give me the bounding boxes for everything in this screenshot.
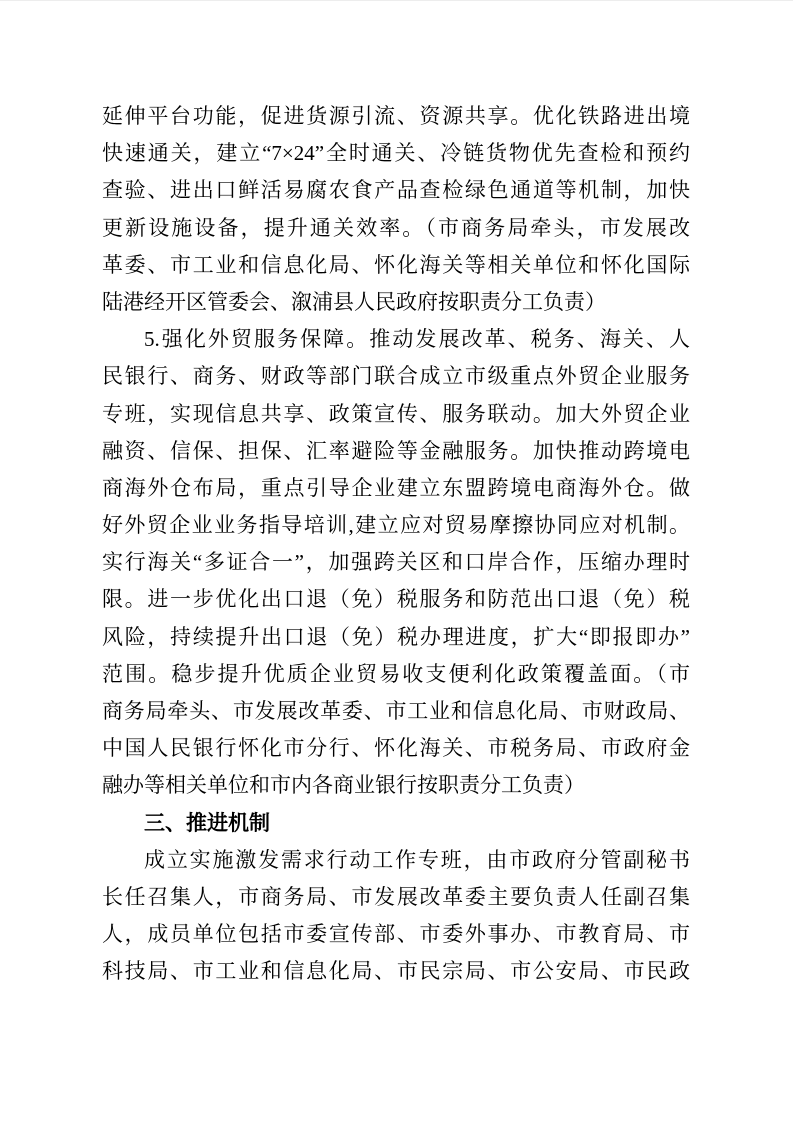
text-line: 商海外仓布局，重点引导企业建立东盟跨境电商海外仓。做	[102, 475, 690, 500]
text-line: 融办等相关单位和市内各商业银行按职责分工负责）	[102, 773, 585, 798]
text-line: 人，成员单位包括市委宣传部、市委外事办、市教育局、市	[102, 922, 690, 947]
text-line: 中国人民银行怀化市分行、怀化海关、市税务局、市政府金	[102, 736, 690, 761]
text-line: 好外贸企业业务指导培训,建立应对贸易摩擦协同应对机制。	[102, 513, 690, 538]
text-line: 风险，持续提升出口退（免）税办理进度，扩大“即报即办”	[102, 624, 690, 649]
text-line: 查验、进出口鲜活易腐农食产品查检绿色通道等机制，加快	[102, 178, 690, 203]
text-line: 民银行、商务、财政等部门联合成立市级重点外贸企业服务	[102, 364, 690, 389]
text-line: 延伸平台功能，促进货源引流、资源共享。优化铁路进出境	[102, 104, 690, 128]
text-line: 科技局、市工业和信息化局、市民宗局、市公安局、市民政	[102, 959, 690, 984]
section-heading: 三、推进机制	[144, 811, 270, 835]
text-line: 长任召集人，市商务局、市发展改革委主要负责人任副召集	[102, 884, 690, 909]
text-line: 更新设施设备，提升通关效率。（市商务局牵头，市发展改	[102, 215, 690, 240]
text-line: 5.强化外贸服务保障。推动发展改革、税务、海关、人	[144, 327, 690, 352]
text-line: 商务局牵头、市发展改革委、市工业和信息化局、市财政局、	[102, 699, 690, 723]
text-line: 成立实施激发需求行动工作专班，由市政府分管副秘书	[144, 847, 690, 872]
text-line: 专班，实现信息共享、政策宣传、服务联动。加大外贸企业	[102, 401, 690, 426]
text-line: 陆港经开区管委会、溆浦县人民政府按职责分工负责）	[102, 289, 606, 314]
text-line: 实行海关“多证合一”，加强跨关区和口岸合作，压缩办理时	[102, 550, 690, 575]
text-line: 范围。稳步提升优质企业贸易收支便利化政策覆盖面。（市	[102, 661, 690, 686]
text-line: 融资、信保、担保、汇率避险等金融服务。加快推动跨境电	[102, 438, 690, 463]
text-line: 快速通关，建立“7×24”全时通关、冷链货物优先查检和预约	[102, 141, 690, 166]
text-line: 限。进一步优化出口退（免）税服务和防范出口退（免）税	[102, 587, 690, 612]
document-text-block	[102, 98, 690, 991]
text-line: 革委、市工业和信息化局、怀化海关等相关单位和怀化国际	[102, 252, 690, 277]
